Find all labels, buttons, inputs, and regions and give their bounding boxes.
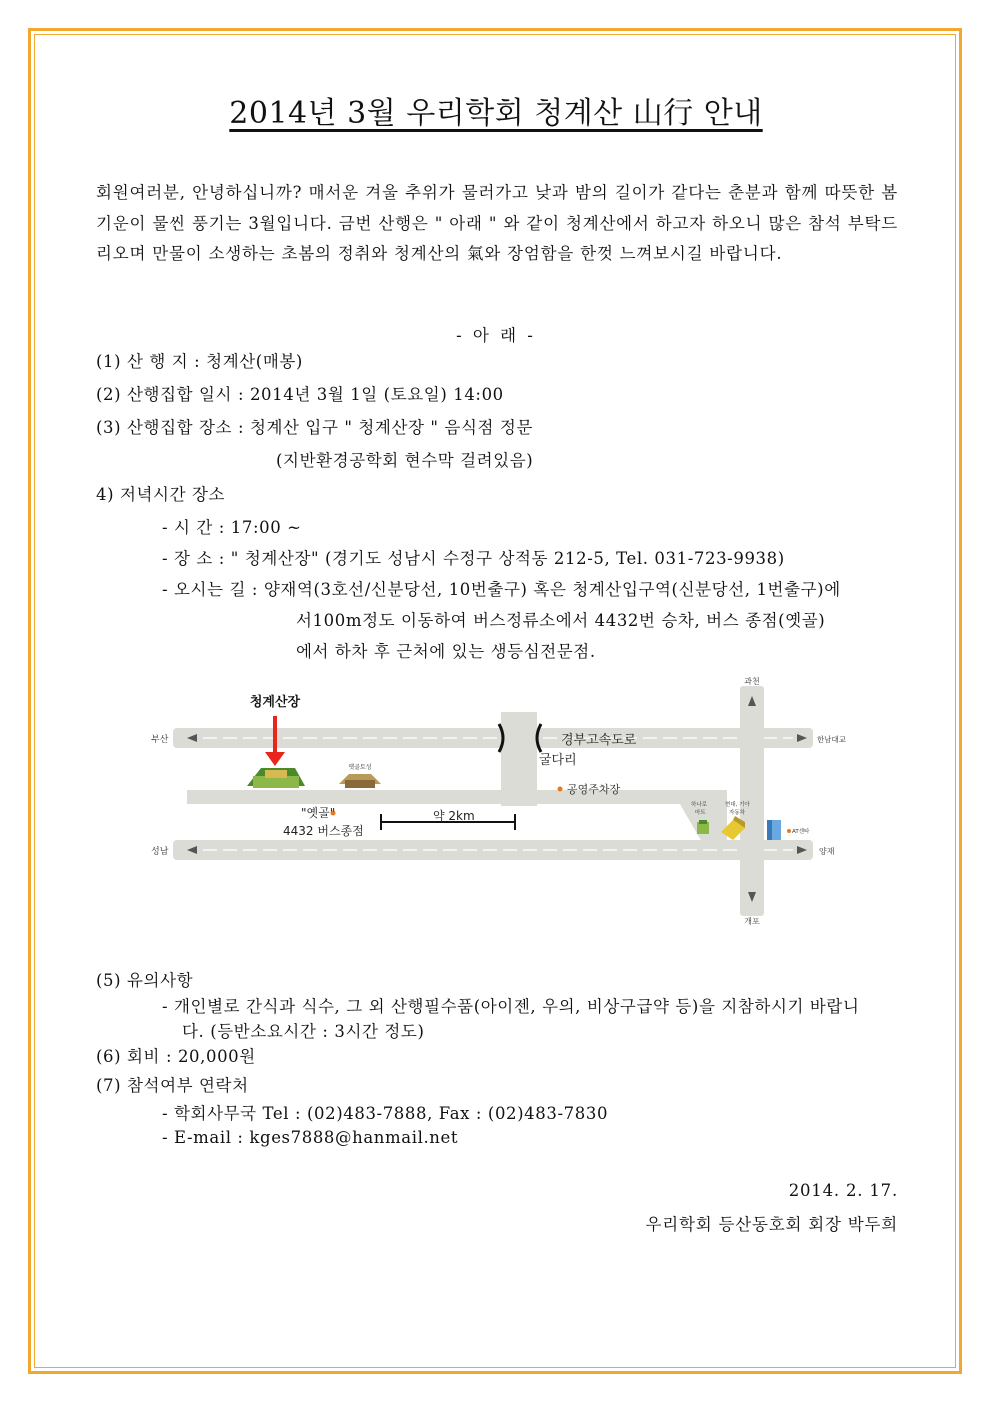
- map-label-at: AT센타: [792, 829, 810, 835]
- map-label-east-top: 한남대교: [817, 735, 846, 744]
- map-label-hyundai-1: 현대, 기아: [725, 802, 750, 808]
- map-label-restaurant: 청계산장: [249, 695, 301, 710]
- map-label-highway: 경부고속도로: [561, 733, 637, 748]
- map-label-mart-1: 하나로: [691, 802, 707, 808]
- intro-paragraph: 회원여러분, 안녕하십니까? 매서운 겨울 추위가 물러가고 낮과 밤의 길이가 같다는 춘분과 함께 따뜻한 봄기운이 물씬 풍기는 3월입니다. 금번 산행은 " 아래 " 와 같이 청계산에서 하고자 하오니 많은 참석 부탁드리오며 만물이 소생하는 초봄의 정취와 청계산의 氣와 장엄함을 한껏 느껴보시길 바랍니다.: [96, 183, 898, 263]
- building-icon: [767, 820, 781, 840]
- item-meeting-place: (3) 산행집합 장소 : 청계산 입구 " 청계산장 " 음식점 정문: [96, 418, 533, 437]
- map-label-tunnel: 굴다리: [539, 753, 577, 768]
- document-signature: 우리학회 등산동호회 회장 박두희: [645, 1215, 898, 1234]
- local-road: [187, 790, 727, 804]
- item-dinner-heading: 4) 저녁시간 장소: [96, 485, 226, 504]
- map-label-west-top: 부산: [151, 735, 169, 745]
- north-south-road: [740, 686, 764, 916]
- notice-heading: - 아 래 -: [456, 326, 536, 345]
- item-contact-phone: - 학회사무국 Tel : (02)483-7888, Fax : (02)483-7830: [162, 1104, 609, 1123]
- item-dinner-time: - 시 간 : 17:00 ~: [162, 518, 302, 537]
- item-directions-2: 서100m정도 이동하여 버스정류소에서 4432번 승차, 버스 종점(옛골): [296, 611, 826, 630]
- map-label-fortress: 옛골토성: [348, 764, 372, 771]
- item-contact-email: - E-mail : kges7888@hanmail.net: [162, 1128, 459, 1147]
- parking-dot: [558, 787, 563, 792]
- item-place: (1) 산 행 지 : 청계산(매봉): [96, 352, 303, 371]
- tunnel-road: [501, 712, 537, 806]
- document-date: 2014. 2. 17.: [788, 1181, 898, 1200]
- map-label-west-bottom: 성남: [151, 847, 169, 857]
- item-caution-1: - 개인별로 간식과 식수, 그 외 산행필수품(아이젠, 우의, 비상구급약 등)을 지참하시기 바랍니: [162, 997, 860, 1016]
- item-dinner-place: - 장 소 : " 청계산장" (경기도 성남시 수정구 상적동 212-5, Tel. 031-723-9938): [162, 549, 785, 568]
- map-label-distance: 약 2km: [433, 809, 475, 823]
- item-contact-heading: (7) 참석여부 연락처: [96, 1076, 249, 1095]
- map-label-mart-2: 마트: [695, 810, 706, 816]
- restaurant-arrow: [265, 752, 285, 766]
- map-label-north: 과천: [744, 677, 760, 686]
- item-meeting-note: (지반환경공학회 현수막 걸려있음): [276, 451, 534, 470]
- map-label-parking: 공영주차장: [567, 783, 621, 796]
- at-dot: [787, 829, 791, 833]
- item-directions-1: - 오시는 길 : 양재역(3호선/신분당선, 10번출구) 혹은 청계산입구역(신분당선, 1번출구)에: [162, 580, 841, 599]
- item-caution-2: 다. (등반소요시간 : 3시간 정도): [182, 1022, 425, 1041]
- item-caution-heading: (5) 유의사항: [96, 971, 194, 990]
- map-label-south: 개포: [744, 917, 760, 926]
- map-label-east-bottom: 양재: [819, 847, 835, 856]
- map-label-bus-terminal: 4432 버스종점: [283, 824, 364, 838]
- fortress-icon: [339, 774, 381, 788]
- map-label-hyundai-2: 자동차: [729, 810, 745, 816]
- item-fee: (6) 회비 : 20,000원: [96, 1047, 256, 1066]
- mart-icon: [697, 820, 709, 834]
- restaurant-icon: [247, 768, 305, 788]
- item-directions-3: 에서 하차 후 근처에 있는 생등심전문점.: [296, 642, 596, 661]
- item-datetime: (2) 산행집합 일시 : 2014년 3월 1일 (토요일) 14:00: [96, 385, 504, 404]
- location-map: [143, 672, 849, 926]
- map-label-village: "옛골": [301, 806, 336, 820]
- document-title: 2014년 3월 우리학회 청계산 山行 안내: [229, 96, 763, 131]
